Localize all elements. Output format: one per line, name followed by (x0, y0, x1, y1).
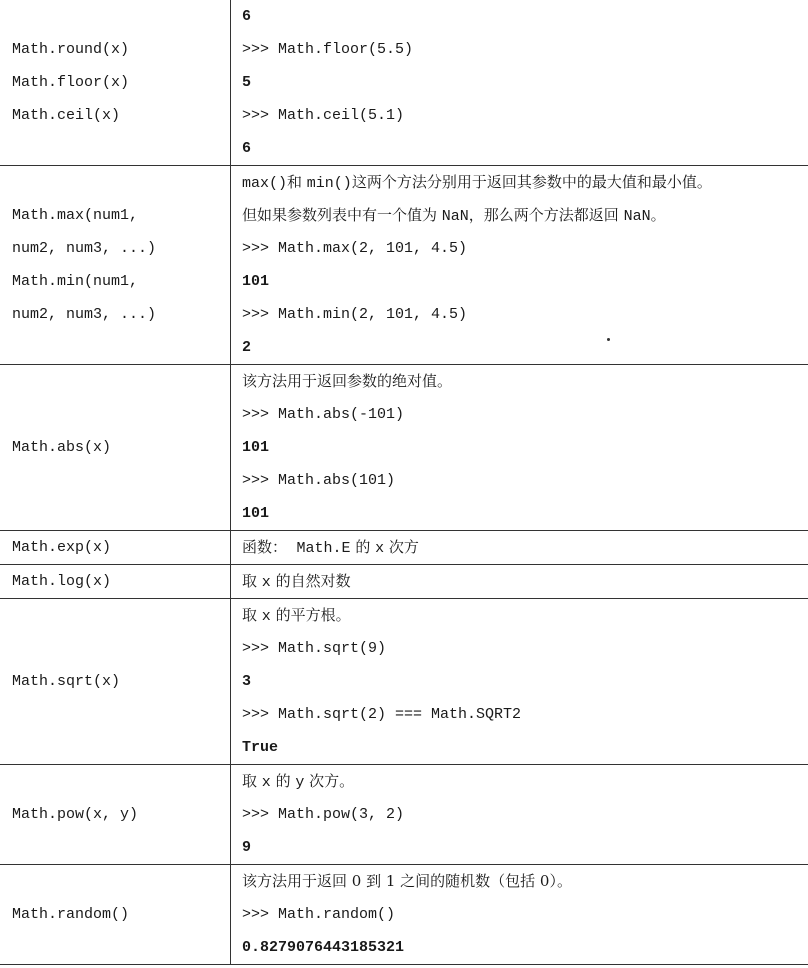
text-span: 次方 (384, 538, 419, 556)
method-cell (0, 531, 231, 565)
text-span: 的 (350, 538, 376, 556)
description-text (242, 765, 808, 798)
method-name: Math.log(x) (12, 573, 112, 590)
inline-code: x (375, 540, 385, 557)
table-row-sqrt (0, 599, 808, 765)
text-span: 函数： (242, 538, 297, 556)
table-row-round-floor-ceil (0, 0, 808, 166)
inline-code: NaN (623, 208, 651, 225)
inline-code: x (261, 608, 271, 625)
table-row-log (0, 565, 808, 599)
method-name: Math.random() (12, 906, 130, 923)
inline-code: x (261, 774, 271, 791)
code-output: 101 (242, 505, 270, 522)
text-span: 这两个方法分别用于返回其参数中的最大值和最小值。 (351, 173, 712, 191)
code-line: >>> Math.abs(101) (242, 472, 396, 489)
text-span: 。 (650, 206, 666, 224)
description-text (242, 599, 808, 632)
inline-code: y (295, 774, 305, 791)
text-span: 的平方根。 (270, 606, 351, 624)
method-cell (0, 865, 231, 965)
description-cell (231, 565, 808, 599)
text-span: 取 (242, 572, 262, 590)
description-text: 该方法用于返回参数的绝对值。 (242, 372, 453, 390)
text-span: 取 (242, 772, 262, 790)
description-text (242, 166, 808, 199)
text-span: 次方。 (304, 772, 355, 790)
description-cell (231, 599, 808, 765)
code-output: 101 (242, 273, 270, 290)
description-cell (231, 365, 808, 531)
code-line: >>> Math.sqrt(9) (242, 640, 387, 657)
code-line: >>> Math.max(2, 101, 4.5) (242, 240, 468, 257)
description-cell (231, 865, 808, 965)
text-span: 但如果参数列表中有一个值为 (242, 206, 442, 224)
code-line: >>> Math.pow(3, 2) (242, 806, 405, 823)
code-output: 3 (242, 673, 252, 690)
description-text: 该方法用于返回 0 到 1 之间的随机数（包括 0）。 (242, 872, 572, 890)
method-name: Math.floor(x) (12, 74, 130, 91)
method-cell (0, 365, 231, 531)
inline-code: Math.E (296, 540, 351, 557)
code-output: 9 (242, 839, 252, 856)
description-cell (231, 765, 808, 865)
inline-code: x (261, 574, 271, 591)
description-text (242, 199, 808, 232)
code-line: >>> Math.abs(-101) (242, 406, 405, 423)
code-output: 6 (242, 8, 252, 25)
method-name: Math.exp(x) (12, 539, 112, 556)
method-name: Math.min(num1, (12, 273, 139, 290)
code-line: >>> Math.min(2, 101, 4.5) (242, 306, 468, 323)
method-cell (0, 765, 231, 865)
method-name: Math.pow(x, y) (12, 806, 139, 823)
text-span: 的自然对数 (270, 572, 351, 590)
text-span: ，那么两个方法都返回 (468, 206, 624, 224)
method-name: Math.max(num1, (12, 207, 139, 224)
description-cell (231, 0, 808, 166)
description-text (242, 531, 808, 564)
text-span: 的 (270, 772, 296, 790)
table-row-pow (0, 765, 808, 865)
method-name: Math.round(x) (12, 41, 130, 58)
description-text (242, 565, 808, 598)
method-name: Math.sqrt(x) (12, 673, 121, 690)
code-output: 5 (242, 74, 252, 91)
method-cell (0, 599, 231, 765)
method-cell (0, 166, 231, 365)
table-row-exp (0, 531, 808, 565)
table-row-max-min (0, 166, 808, 365)
description-cell (231, 166, 808, 365)
table-row-abs (0, 365, 808, 531)
inline-code: max() (242, 175, 288, 192)
code-line: >>> Math.random() (242, 906, 396, 923)
description-cell (231, 531, 808, 565)
method-cell (0, 0, 231, 166)
code-line: >>> Math.floor(5.5) (242, 41, 414, 58)
code-output: 6 (242, 140, 252, 157)
text-span: 取 (242, 606, 262, 624)
code-line: >>> Math.ceil(5.1) (242, 107, 405, 124)
code-line: >>> Math.sqrt(2) === Math.SQRT2 (242, 706, 522, 723)
inline-code: min() (306, 175, 352, 192)
method-name: Math.ceil(x) (12, 107, 121, 124)
scan-speck (607, 338, 610, 341)
code-output: 101 (242, 439, 270, 456)
code-output: 0.8279076443185321 (242, 939, 405, 956)
text-span: 和 (287, 173, 307, 191)
inline-code: NaN (441, 208, 469, 225)
method-name: num2, num3, ...) (12, 306, 157, 323)
code-output: 2 (242, 339, 252, 356)
code-output: True (242, 739, 279, 756)
method-cell (0, 565, 231, 599)
method-name: num2, num3, ...) (12, 240, 157, 257)
method-name: Math.abs(x) (12, 439, 112, 456)
table-row-random (0, 865, 808, 965)
